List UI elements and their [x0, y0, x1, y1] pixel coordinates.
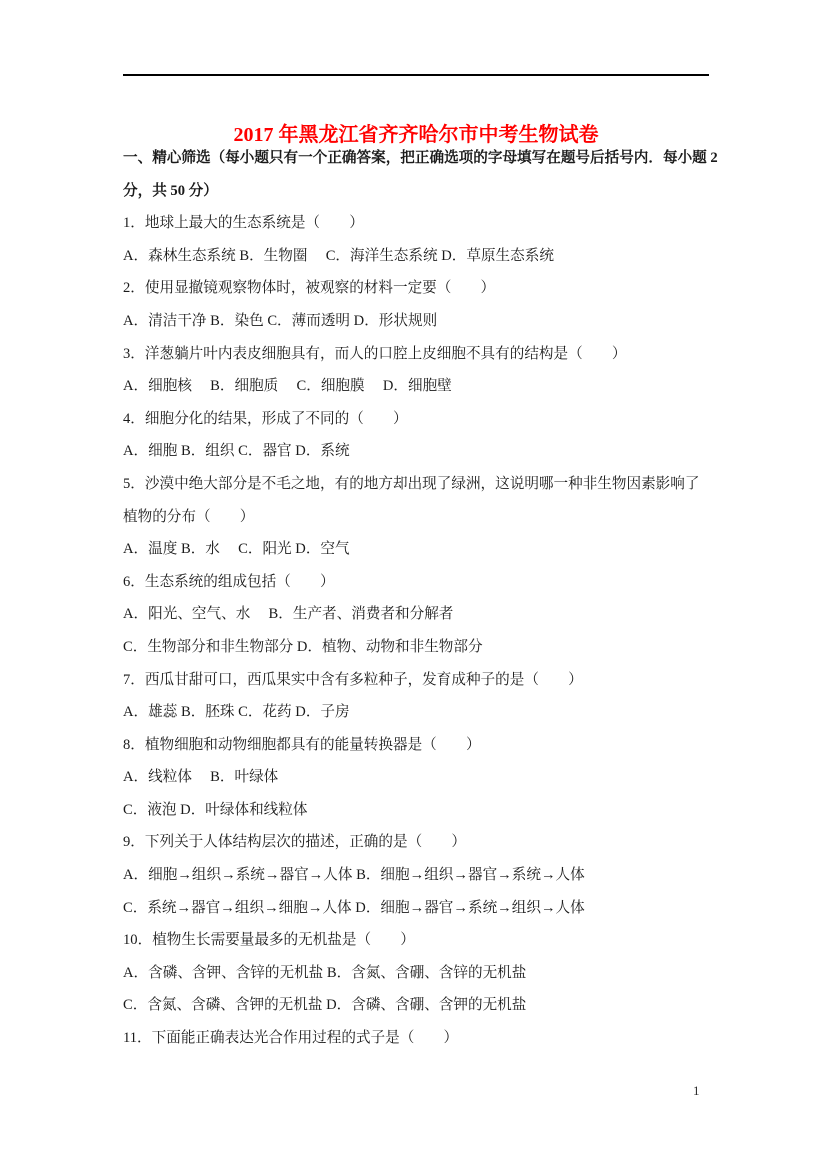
question-9-options-cd: C．系统→器官→组织→细胞→人体 D．细胞→器官→系统→组织→人体	[123, 899, 585, 916]
question-7-options: A．雄蕊 B．胚珠 C．花药 D．子房	[123, 704, 350, 721]
question-4-stem: 4．细胞分化的结果，形成了不同的（ ）	[123, 410, 408, 427]
question-5-stem: 5．沙漠中绝大部分是不毛之地，有的地方却出现了绿洲，这说明哪一种非生物因素影响了	[123, 475, 700, 492]
question-6-stem: 6．生态系统的组成包括（ ）	[123, 573, 335, 590]
question-8-options-cd: C．液泡 D．叶绿体和线粒体	[123, 801, 308, 818]
question-8-stem: 8．植物细胞和动物细胞都具有的能量转换器是（ ）	[123, 736, 481, 753]
question-11-stem: 11．下面能正确表达光合作用过程的式子是（ ）	[123, 1030, 459, 1047]
question-1-options: A．森林生态系统 B．生物圈 C．海洋生态系统 D．草原生态系统	[123, 247, 554, 264]
question-9-stem: 9．下列关于人体结构层次的描述，正确的是（ ）	[123, 834, 466, 851]
question-3-stem: 3．洋葱躺片叶内表皮细胞具有，而人的口腔上皮细胞不具有的结构是（ ）	[123, 345, 627, 362]
question-10-options-ab: A．含磷、含钾、含锌的无机盐 B．含氮、含硼、含锌的无机盐	[123, 964, 527, 981]
section-heading-line-2: 分，共 50 分）	[123, 182, 218, 199]
question-10-stem: 10．植物生长需要量最多的无机盐是（ ）	[123, 932, 415, 949]
question-6-options-cd: C．生物部分和非生物部分 D．植物、动物和非生物部分	[123, 638, 483, 655]
exam-body	[123, 142, 763, 1055]
page-number: 1	[693, 1083, 700, 1098]
exam-title: 2017 年黑龙江省齐齐哈尔市中考生物试卷	[233, 124, 599, 147]
question-5-stem-cont: 植物的分布（ ）	[123, 508, 255, 525]
question-6-options-ab: A．阳光、空气、水 B．生产者、消费者和分解者	[123, 606, 454, 623]
question-4-options: A．细胞 B．组织 C．器官 D．系统	[123, 443, 350, 460]
question-2-stem: 2．使用显撤镜观察物体时，被观察的材料一定要（ ）	[123, 280, 496, 297]
question-5-options: A．温度 B．水 C．阳光 D．空气	[123, 541, 350, 558]
question-1-stem: 1．地球上最大的生态系统是（ ）	[123, 215, 364, 232]
question-2-options: A．清洁干净 B．染色 C．薄而透明 D．形状规则	[123, 312, 438, 329]
question-9-options-ab: A．细胞→组织→系统→器官→人体 B．细胞→组织→器官→系统→人体	[123, 867, 585, 884]
header-rule	[123, 74, 709, 76]
question-8-options-ab: A．线粒体 B．叶绿体	[123, 769, 279, 786]
section-heading-line-1: 一、精心筛选（每小题只有一个正确答案，把正确选项的字母填写在题号后括号内．每小题 2	[123, 150, 718, 166]
question-10-options-cd: C．含氮、含磷、含钾的无机盐 D．含磷、含硼、含钾的无机盐	[123, 997, 527, 1014]
question-3-options: A．细胞核 B．细胞质 C．细胞膜 D．细胞壁	[123, 378, 452, 395]
question-7-stem: 7．西瓜甘甜可口，西瓜果实中含有多粒种子，发育成种子的是（ ）	[123, 671, 583, 688]
